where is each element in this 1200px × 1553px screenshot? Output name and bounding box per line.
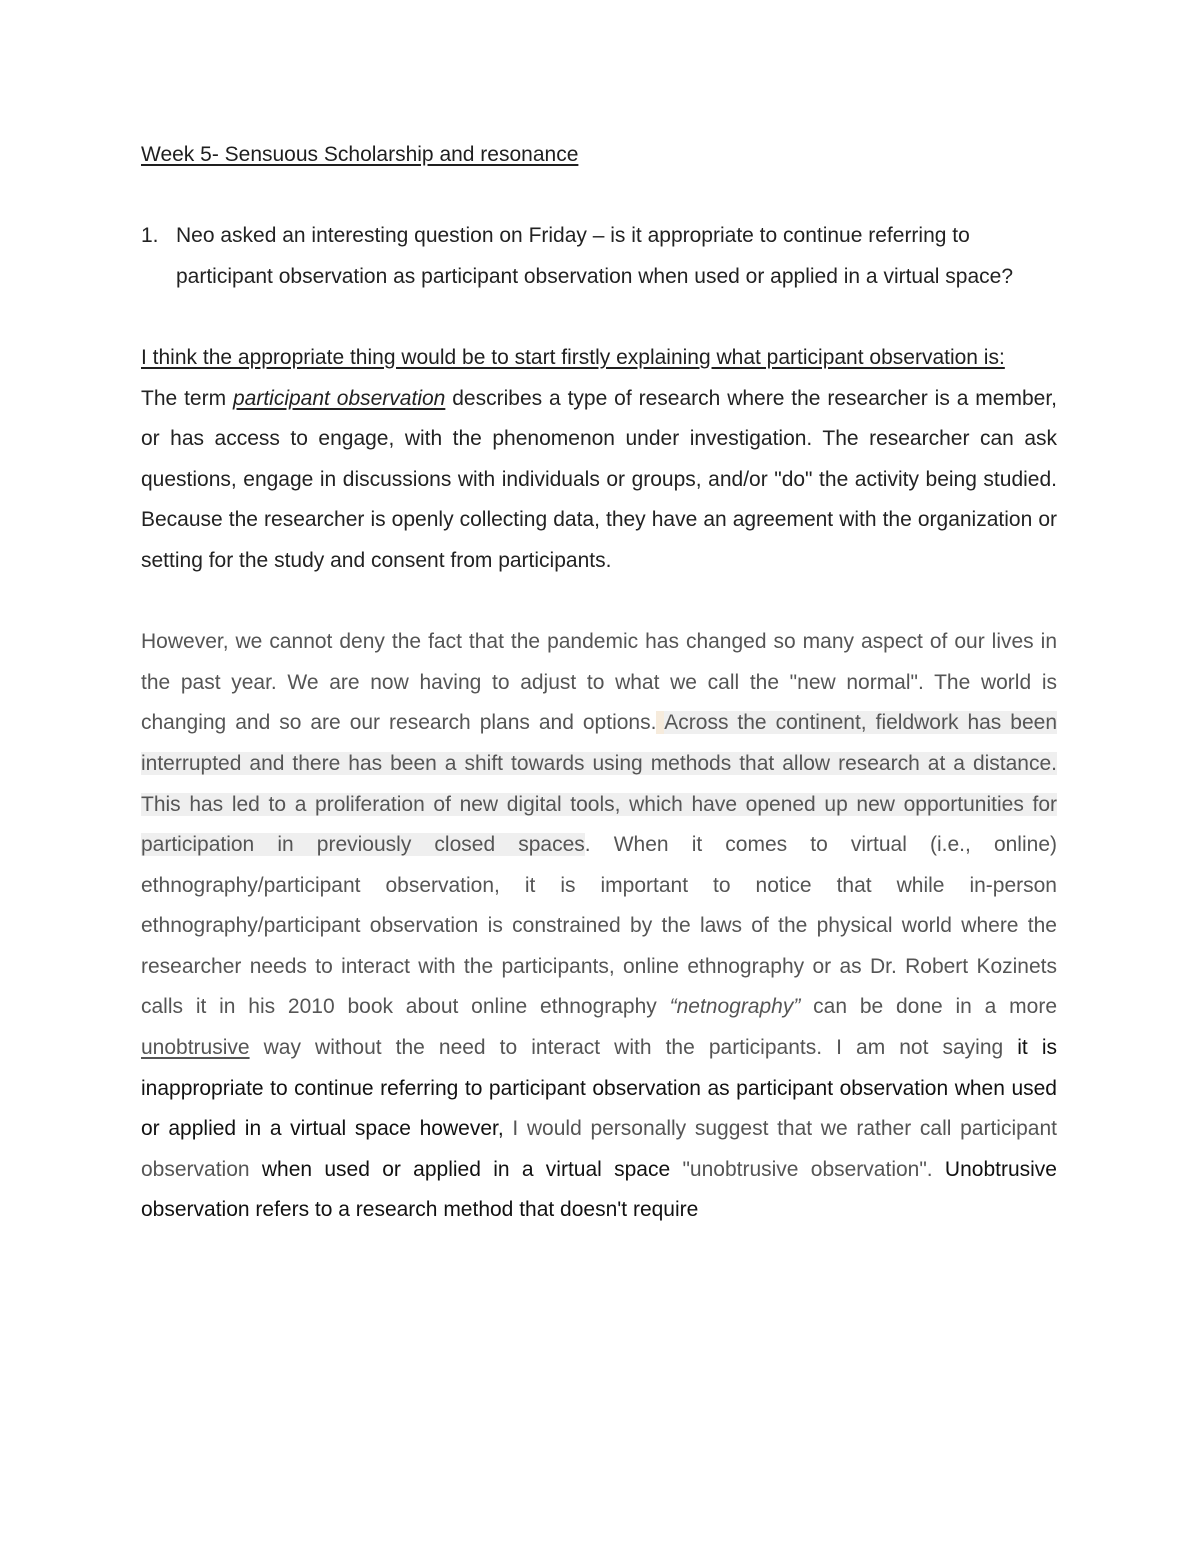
paragraph-text-dark: Unobtrusive observation refers to a research method that doesn't require <box>141 1157 1057 1222</box>
term-netnography: “netnography” <box>669 995 801 1019</box>
term-unobtrusive: unobtrusive <box>141 1036 250 1060</box>
list-number: 1. <box>141 224 159 248</box>
paragraph-text: However, we cannot deny the fact that the pandemic has changed so many aspect of our lives in the past year. We are now having to adjust to what we call the "new normal". The world is changing and so are our research plans and options. <box>141 630 1057 735</box>
list-item <box>141 216 1057 297</box>
paragraph-definition <box>141 379 1057 582</box>
intro-heading: I think the appropriate thing would be to start firstly explaining what participant observation is: <box>141 345 1005 369</box>
paragraph-text: "unobtrusive observation". <box>670 1157 933 1181</box>
paragraph-text: The term <box>141 386 233 410</box>
question-list <box>141 216 1057 297</box>
document-title: Week 5- Sensuous Scholarship and resonance <box>141 143 579 166</box>
paragraph-text: describes a type of research where the researcher is a member, or has access to engage, with the phenomenon under investigation. The researcher can ask questions, engage in discussions with individuals or groups, and/or "do" the activity being studied. Because the researcher is openly collecting data, they have an agreement with the organization or setting for the study and consent from participants. <box>141 386 1057 572</box>
paragraph-text: I would personally suggest that we rather call participant observation <box>141 1117 1057 1181</box>
paragraph-text-dark: when used or applied in a virtual space <box>249 1157 671 1181</box>
paragraph-text: way without the need to interact with the participants. I am not saying <box>249 1036 1018 1060</box>
highlighted-text: Across the continent, fieldwork has been interrupted and there has been a shift towards using methods that allow research at a distance. This has led to a proliferation of new digital tools, which have opened up new opportunities for participation in previously closed spaces <box>141 711 1057 857</box>
term-participant-observation: participant observation <box>232 386 446 410</box>
paragraph-text: . When it comes to virtual (i.e., online) ethnography/participant observation, it is important to notice that while in-person ethnography/participant observation is constrained by the laws of the physical world where the researcher needs to interact with the participants, online ethnography or as Dr. Robert Kozinets calls it in his 2010 book about online ethnography <box>141 833 1057 1019</box>
paragraph-pandemic <box>141 622 1057 1231</box>
paragraph-text: can be done in a more <box>800 995 1057 1019</box>
document-page <box>141 135 1057 1231</box>
question-text: Neo asked an interesting question on Friday – is it appropriate to continue referring to participant observation as participant observation when used or applied in a virtual space? <box>176 224 1014 288</box>
paragraph-text-dark: it is inappropriate to continue referring to participant observation as participant observation when used or applied in a virtual space however, <box>141 1036 1057 1141</box>
